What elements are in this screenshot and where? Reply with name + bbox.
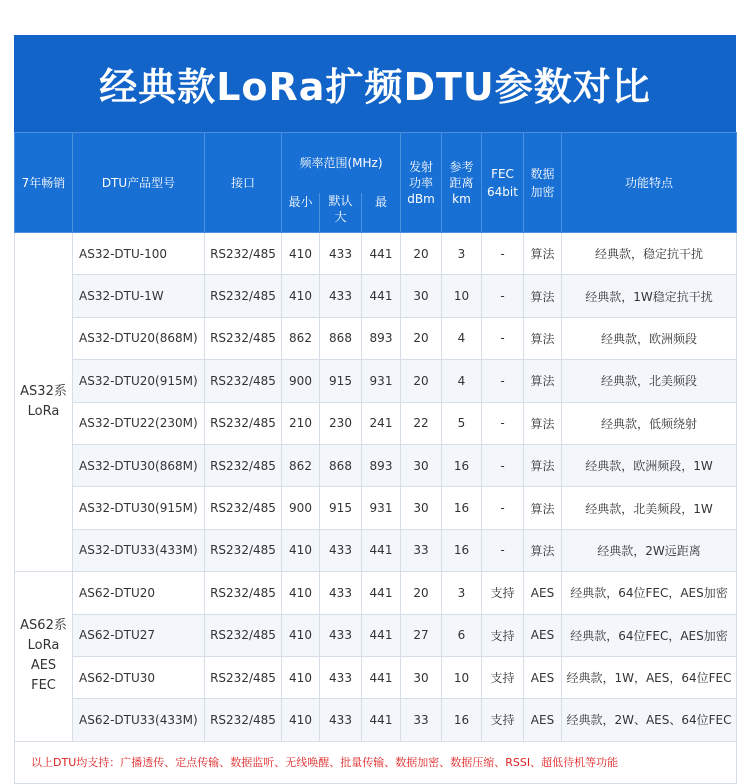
header-freq-group: 频率范围(MHz) (282, 133, 401, 193)
cell-distance: 4 (442, 360, 482, 402)
cell-encrypt: 算法 (524, 275, 562, 317)
cell-encrypt: 算法 (524, 233, 562, 275)
cell-feature: 经典款，2W、AES、64位FEC (562, 699, 737, 741)
table-row (15, 233, 737, 275)
header-interface: 接口 (205, 133, 282, 233)
cell-fec: 支持 (482, 572, 524, 614)
page-title: 经典款LoRa扩频DTU参数对比 (14, 35, 736, 132)
cell-min: 862 (282, 317, 320, 359)
series-label-line: FEC (31, 678, 56, 694)
cell-interface: RS232/485 (205, 402, 282, 444)
cell-max: 931 (362, 360, 401, 402)
cell-fec: - (482, 402, 524, 444)
cell-model: AS32-DTU20(868M) (73, 317, 205, 359)
cell-model: AS32-DTU22(230M) (73, 402, 205, 444)
cell-default: 433 (320, 572, 362, 614)
cell-min: 900 (282, 487, 320, 529)
cell-encrypt: 算法 (524, 402, 562, 444)
cell-model: AS62-DTU20 (73, 572, 205, 614)
header-freq-max: 最 (362, 193, 401, 233)
cell-max: 441 (362, 572, 401, 614)
cell-min: 410 (282, 699, 320, 741)
cell-default: 433 (320, 233, 362, 275)
cell-distance: 16 (442, 444, 482, 486)
header-encrypt (524, 133, 562, 233)
cell-model: AS62-DTU30 (73, 656, 205, 698)
cell-default: 433 (320, 614, 362, 656)
cell-model: AS62-DTU33(433M) (73, 699, 205, 741)
cell-distance: 5 (442, 402, 482, 444)
header-encrypt-label: 数据加密 (530, 166, 555, 199)
series-label-line: LoRa (27, 638, 60, 654)
series-label (15, 233, 73, 572)
table-row (15, 529, 737, 571)
comparison-table (14, 132, 737, 784)
cell-model: AS32-DTU20(915M) (73, 360, 205, 402)
cell-default: 868 (320, 444, 362, 486)
header-fec (482, 133, 524, 233)
cell-power: 30 (401, 656, 442, 698)
series-label (15, 572, 73, 742)
cell-power: 33 (401, 529, 442, 571)
cell-model: AS32-DTU-100 (73, 233, 205, 275)
header-power (401, 133, 442, 233)
cell-default: 868 (320, 317, 362, 359)
cell-model: AS32-DTU30(915M) (73, 487, 205, 529)
cell-fec: - (482, 317, 524, 359)
cell-fec: 支持 (482, 656, 524, 698)
cell-feature: 经典款，北美频段，1W (562, 487, 737, 529)
cell-min: 862 (282, 444, 320, 486)
cell-encrypt: 算法 (524, 360, 562, 402)
table-row (15, 699, 737, 741)
cell-min: 210 (282, 402, 320, 444)
series-label-line: AS62系 (20, 618, 67, 634)
cell-encrypt: AES (524, 572, 562, 614)
cell-feature: 经典款，1W稳定抗干扰 (562, 275, 737, 317)
cell-feature: 经典款，低频绕射 (562, 402, 737, 444)
cell-max: 441 (362, 656, 401, 698)
cell-max: 441 (362, 699, 401, 741)
header-freq-min: 最小 (282, 193, 320, 233)
cell-default: 433 (320, 699, 362, 741)
table-row (15, 487, 737, 529)
header-model: DTU产品型号 (73, 133, 205, 233)
cell-interface: RS232/485 (205, 275, 282, 317)
series-label-line: AS32系 (20, 384, 67, 400)
cell-feature: 经典款，1W，AES，64位FEC (562, 656, 737, 698)
cell-encrypt: 算法 (524, 317, 562, 359)
cell-min: 410 (282, 656, 320, 698)
cell-interface: RS232/485 (205, 529, 282, 571)
cell-model: AS32-DTU30(868M) (73, 444, 205, 486)
cell-feature: 经典款，欧洲频段 (562, 317, 737, 359)
cell-fec: - (482, 529, 524, 571)
cell-distance: 6 (442, 614, 482, 656)
cell-power: 20 (401, 233, 442, 275)
cell-fec: - (482, 487, 524, 529)
cell-feature: 经典款，稳定抗干扰 (562, 233, 737, 275)
cell-feature: 经典款，北美频段 (562, 360, 737, 402)
cell-power: 22 (401, 402, 442, 444)
cell-min: 410 (282, 529, 320, 571)
header-freq-default-cont: 大 (334, 209, 347, 224)
cell-max: 441 (362, 275, 401, 317)
cell-distance: 10 (442, 275, 482, 317)
header-distance-label: 参考距离km (449, 159, 474, 206)
cell-min: 410 (282, 614, 320, 656)
cell-model: AS32-DTU-1W (73, 275, 205, 317)
cell-interface: RS232/485 (205, 487, 282, 529)
cell-distance: 16 (442, 487, 482, 529)
cell-encrypt: AES (524, 699, 562, 741)
table-row (15, 317, 737, 359)
table-row (15, 360, 737, 402)
cell-max: 441 (362, 529, 401, 571)
cell-feature: 经典款，64位FEC，AES加密 (562, 572, 737, 614)
cell-max: 893 (362, 317, 401, 359)
cell-feature: 经典款，2W远距离 (562, 529, 737, 571)
cell-encrypt: 算法 (524, 444, 562, 486)
cell-max: 441 (362, 233, 401, 275)
cell-fec: - (482, 444, 524, 486)
cell-distance: 4 (442, 317, 482, 359)
cell-model: AS62-DTU27 (73, 614, 205, 656)
cell-encrypt: 算法 (524, 487, 562, 529)
cell-distance: 3 (442, 233, 482, 275)
cell-power: 30 (401, 444, 442, 486)
cell-max: 441 (362, 614, 401, 656)
cell-interface: RS232/485 (205, 444, 282, 486)
cell-power: 20 (401, 360, 442, 402)
cell-power: 20 (401, 317, 442, 359)
header-sales: 7年畅销 (15, 133, 73, 233)
footnote: 以上DTU均支持：广播透传、定点传输、数据监听、无线唤醒、批量传输、数据加密、数据压缩、RSSI、超低待机等功能 (15, 741, 737, 783)
table-row (15, 444, 737, 486)
cell-interface: RS232/485 (205, 699, 282, 741)
cell-max: 893 (362, 444, 401, 486)
cell-default: 915 (320, 487, 362, 529)
cell-min: 410 (282, 275, 320, 317)
header-freq-default-label: 默认 (328, 193, 353, 208)
header-power-label: 发射功率dBm (407, 159, 435, 206)
cell-interface: RS232/485 (205, 656, 282, 698)
cell-max: 241 (362, 402, 401, 444)
table-row (15, 572, 737, 614)
cell-interface: RS232/485 (205, 360, 282, 402)
cell-distance: 16 (442, 529, 482, 571)
cell-power: 30 (401, 275, 442, 317)
cell-feature: 经典款，欧洲频段，1W (562, 444, 737, 486)
cell-fec: 支持 (482, 614, 524, 656)
cell-model: AS32-DTU33(433M) (73, 529, 205, 571)
cell-power: 20 (401, 572, 442, 614)
cell-interface: RS232/485 (205, 317, 282, 359)
cell-default: 915 (320, 360, 362, 402)
cell-default: 433 (320, 656, 362, 698)
header-fec-label: FEC 64bit (487, 166, 518, 199)
table-row (15, 656, 737, 698)
cell-interface: RS232/485 (205, 233, 282, 275)
series-label-line: AES (30, 658, 57, 674)
cell-fec: - (482, 360, 524, 402)
cell-distance: 3 (442, 572, 482, 614)
cell-power: 33 (401, 699, 442, 741)
cell-encrypt: AES (524, 656, 562, 698)
cell-fec: - (482, 233, 524, 275)
table-row (15, 402, 737, 444)
cell-max: 931 (362, 487, 401, 529)
table-row (15, 275, 737, 317)
table-row (15, 614, 737, 656)
header-freq-default (320, 193, 362, 233)
header-feature: 功能特点 (562, 133, 737, 233)
cell-power: 27 (401, 614, 442, 656)
cell-interface: RS232/485 (205, 572, 282, 614)
cell-fec: 支持 (482, 699, 524, 741)
cell-encrypt: 算法 (524, 529, 562, 571)
cell-min: 410 (282, 572, 320, 614)
cell-default: 433 (320, 275, 362, 317)
cell-fec: - (482, 275, 524, 317)
cell-distance: 10 (442, 656, 482, 698)
cell-default: 433 (320, 529, 362, 571)
cell-min: 900 (282, 360, 320, 402)
series-label-line: LoRa (27, 404, 60, 420)
cell-distance: 16 (442, 699, 482, 741)
cell-default: 230 (320, 402, 362, 444)
cell-min: 410 (282, 233, 320, 275)
header-distance (442, 133, 482, 233)
cell-encrypt: AES (524, 614, 562, 656)
cell-feature: 经典款，64位FEC，AES加密 (562, 614, 737, 656)
cell-power: 30 (401, 487, 442, 529)
cell-interface: RS232/485 (205, 614, 282, 656)
